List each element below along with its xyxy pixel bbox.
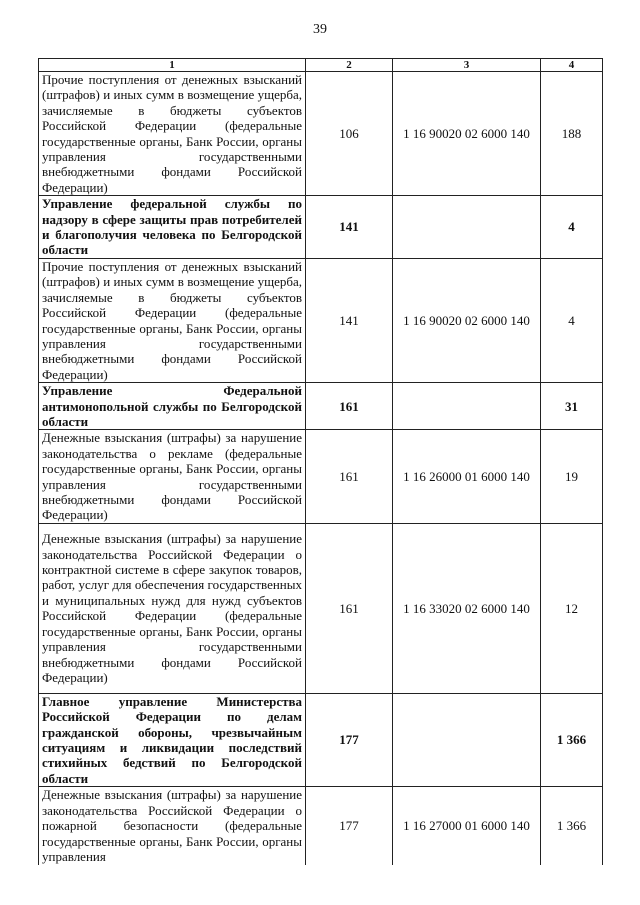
table-row	[39, 383, 603, 430]
row-revenue-code: 1 16 90020 02 6000 140	[393, 72, 541, 196]
row-name: Главное управление Министерства Российской Федерации по делам гражданской обороны, чрезвычайным ситуациям и ликвидации последствий стихийных бедствий по Белгородской области	[39, 693, 306, 786]
row-revenue-code	[393, 383, 541, 430]
row-admin-code: 161	[306, 523, 393, 693]
row-revenue-code: 1 16 90020 02 6000 140	[393, 258, 541, 382]
row-revenue-code: 1 16 27000 01 6000 140	[393, 787, 541, 865]
table-row	[39, 523, 603, 693]
table-row	[39, 72, 603, 196]
row-name: Прочие поступления от денежных взысканий (штрафов) и иных сумм в возмещение ущерба, зачисляемые в бюджеты субъектов Российской Федерации (федеральные государственные органы, Банк России, органы управления государственными внебюджетными фондами Российской Федерации)	[39, 72, 306, 196]
row-name: Прочие поступления от денежных взысканий (штрафов) и иных сумм в возмещение ущерба, зачисляемые в бюджеты субъектов Российской Федерации (федеральные государственные органы, Банк России, органы управления государственными внебюджетными фондами Российской Федерации)	[39, 258, 306, 382]
row-admin-code: 106	[306, 72, 393, 196]
table-row	[39, 430, 603, 523]
row-amount: 4	[541, 196, 603, 259]
page-number: 39	[313, 22, 327, 37]
table-row	[39, 787, 603, 865]
table-header-row	[39, 59, 603, 72]
row-admin-code: 177	[306, 787, 393, 865]
revenue-table	[38, 58, 603, 865]
column-header: 1	[39, 59, 306, 72]
row-admin-code: 141	[306, 196, 393, 259]
row-admin-code: 141	[306, 258, 393, 382]
row-revenue-code: 1 16 26000 01 6000 140	[393, 430, 541, 523]
column-header: 2	[306, 59, 393, 72]
row-name: Управление федеральной службы по надзору в сфере защиты прав потребителей и благополучия человека по Белгородской области	[39, 196, 306, 259]
row-name: Управление Федеральной антимонопольной службы по Белгородской области	[39, 383, 306, 430]
row-amount: 1 366	[541, 693, 603, 786]
row-revenue-code	[393, 196, 541, 259]
row-admin-code: 161	[306, 383, 393, 430]
row-name: Денежные взыскания (штрафы) за нарушение законодательства о рекламе (федеральные государственные органы, Банк России, органы управления государственными внебюджетными фондами Российской Федерации)	[39, 430, 306, 523]
row-name: Денежные взыскания (штрафы) за нарушение законодательства Российской Федерации о контрактной системе в сфере закупок товаров, работ, услуг для обеспечения государственных и муниципальных нужд для нужд субъектов Российской Федерации (федеральные государственные органы, Банк России, органы управления государственными внебюджетными фондами Российской Федерации)	[39, 523, 306, 693]
column-header: 3	[393, 59, 541, 72]
row-amount: 19	[541, 430, 603, 523]
column-header: 4	[541, 59, 603, 72]
table-row	[39, 258, 603, 382]
row-amount: 1 366	[541, 787, 603, 865]
row-revenue-code: 1 16 33020 02 6000 140	[393, 523, 541, 693]
row-amount: 188	[541, 72, 603, 196]
row-name: Денежные взыскания (штрафы) за нарушение законодательства Российской Федерации о пожарной безопасности (федеральные государственные органы, Банк России, органы управления	[39, 787, 306, 865]
table-row	[39, 196, 603, 259]
row-admin-code: 161	[306, 430, 393, 523]
row-amount: 31	[541, 383, 603, 430]
row-revenue-code	[393, 693, 541, 786]
row-admin-code: 177	[306, 693, 393, 786]
row-amount: 12	[541, 523, 603, 693]
row-amount: 4	[541, 258, 603, 382]
table-row	[39, 693, 603, 786]
